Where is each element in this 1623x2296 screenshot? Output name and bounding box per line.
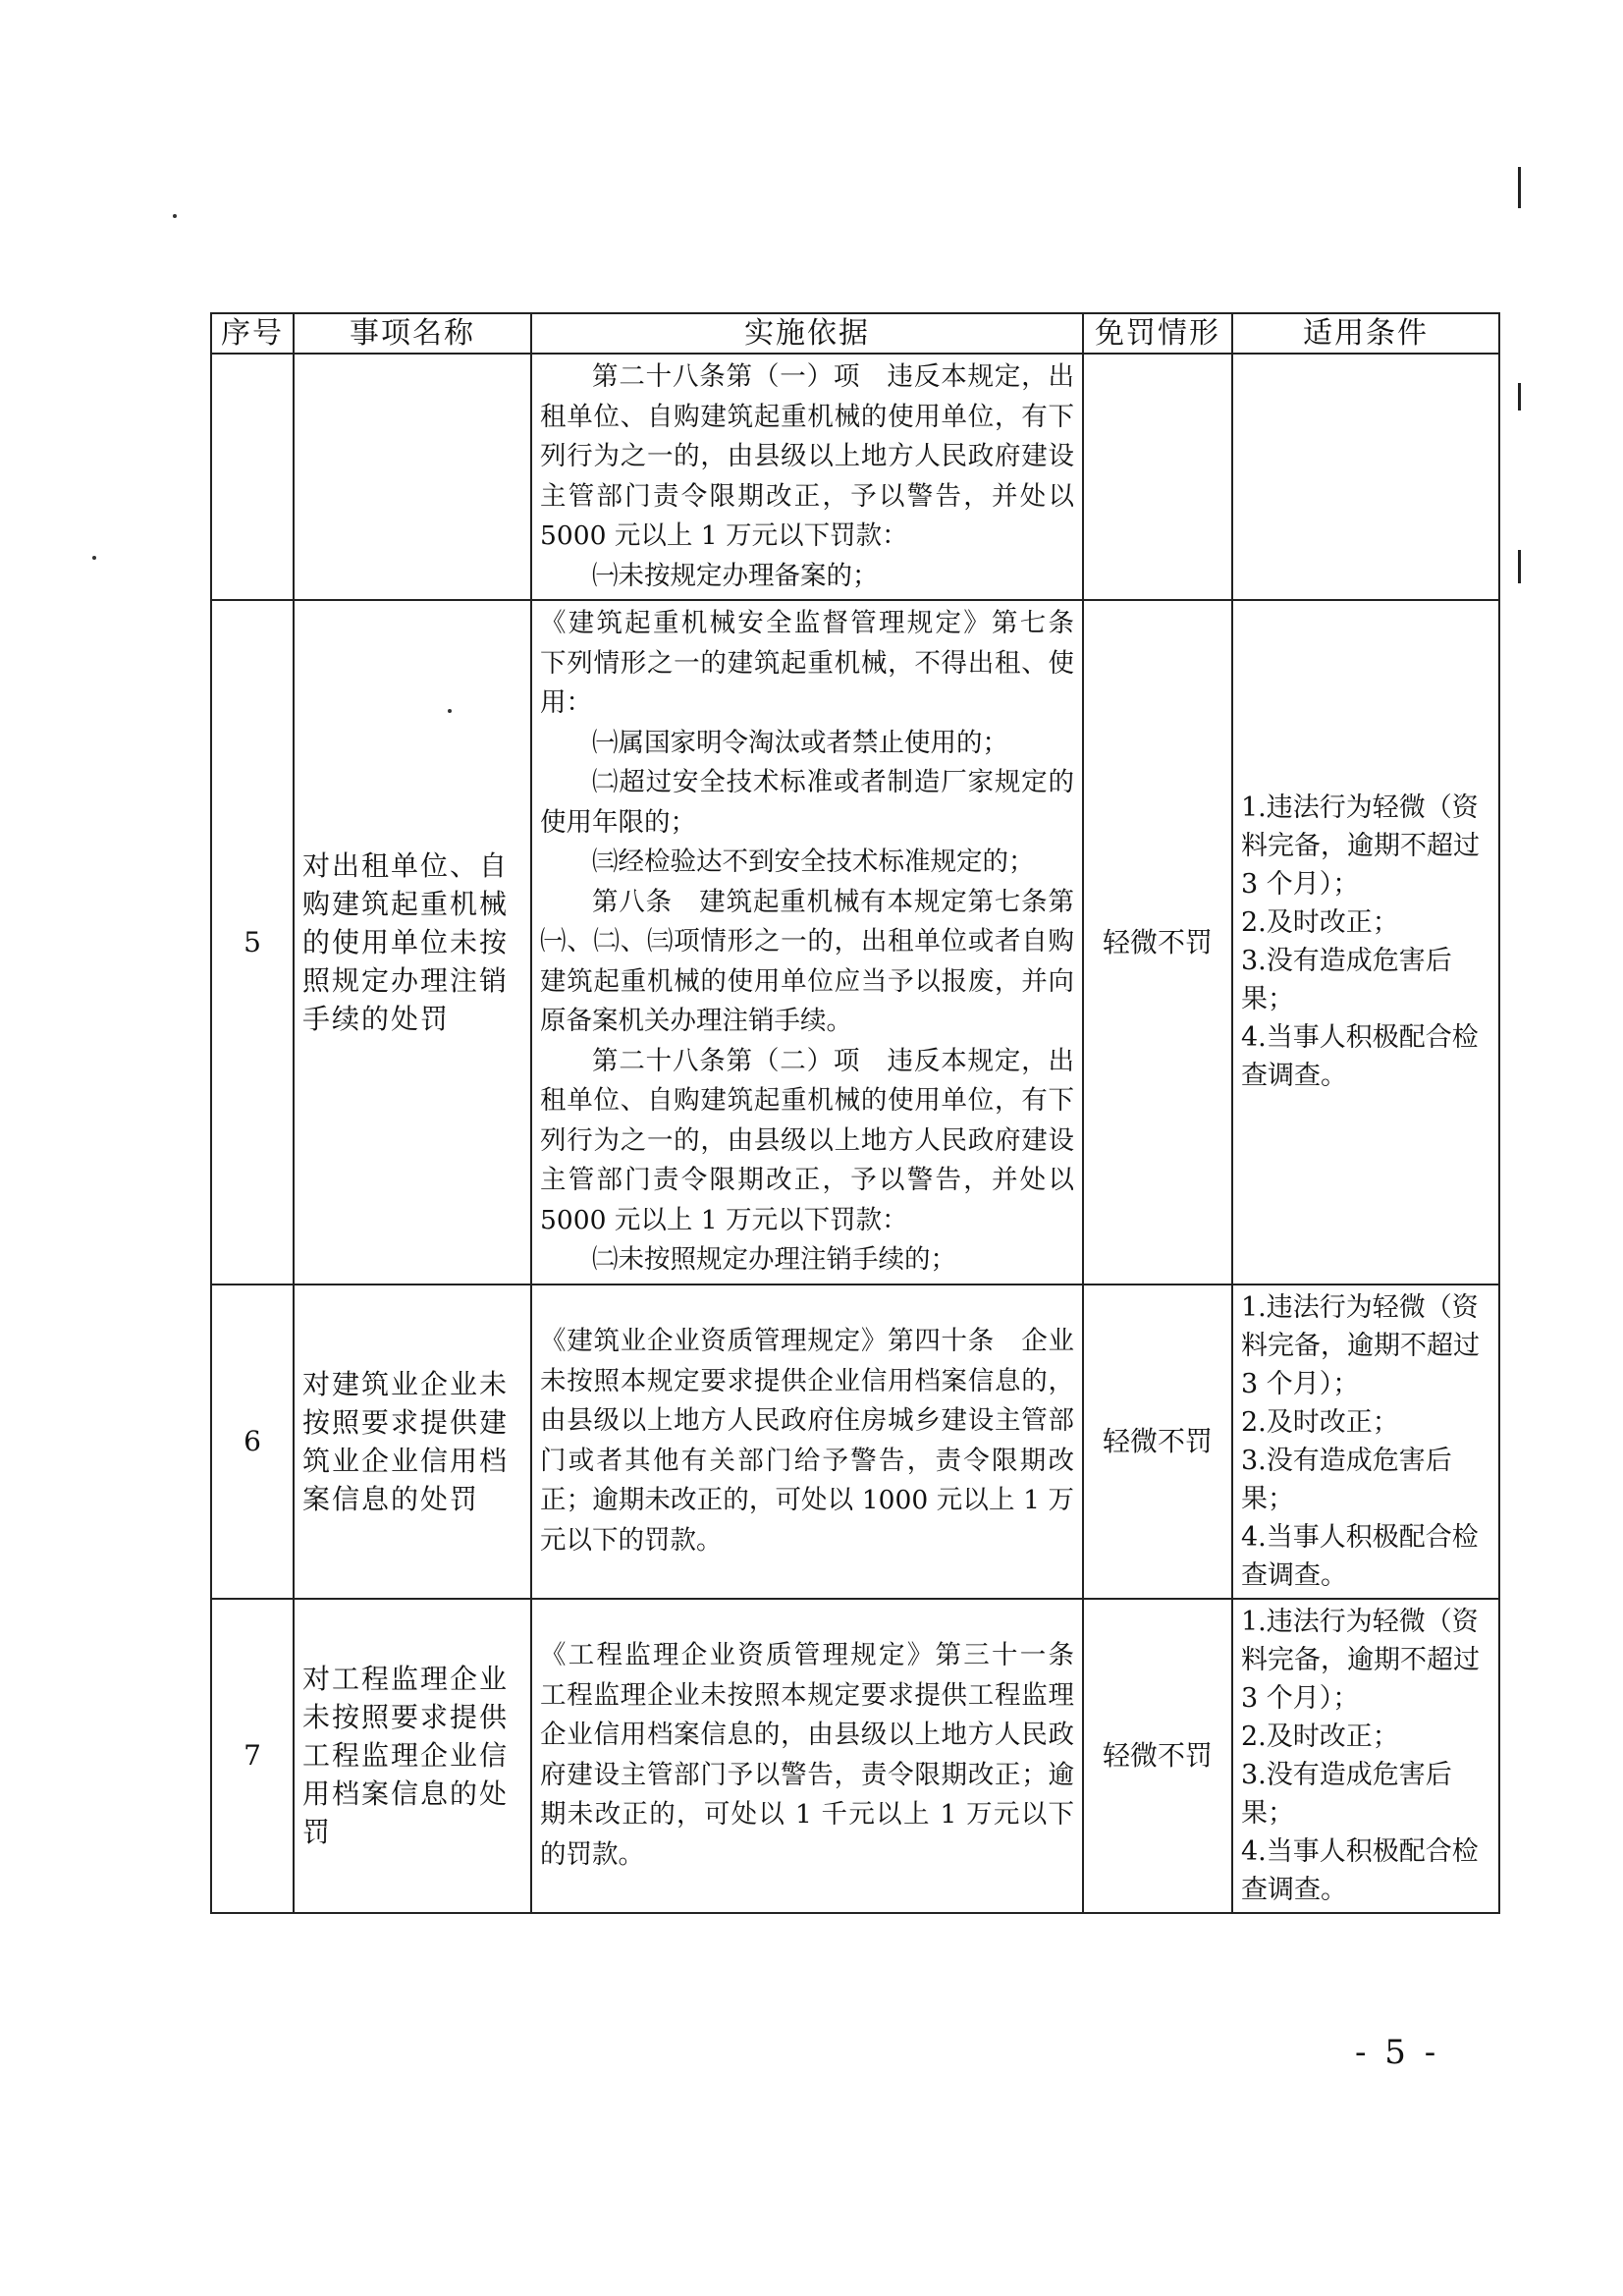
row-exemption: 轻微不罚 [1083, 1599, 1232, 1913]
header-legal-basis: 实施依据 [531, 313, 1083, 354]
row-item-name: 对工程监理企业未按照要求提供工程监理企业信用档案信息的处罚 [294, 1599, 531, 1913]
row-seq: 5 [211, 600, 294, 1285]
basis-paragraph: ㈠未按规定办理备案的； [592, 560, 879, 591]
row-item-name: 对建筑业企业未按照要求提供建筑业企业信用档案信息的处罚 [294, 1285, 531, 1599]
table-row [211, 1285, 1499, 1599]
table-row [211, 354, 1499, 600]
row-exemption: 轻微不罚 [1083, 600, 1232, 1285]
condition-item: 2.及时改正； [1241, 907, 1399, 939]
basis-paragraph: 第二十八条第（一）项 违反本规定，出租单位、自购建筑起重机械的使用单位，有下列行为之一的，由县级以上地方人民政府建设主管部门责令限期改正，予以警告，并处以 5000 元以上 1 万元以下罚款： [540, 361, 1074, 551]
basis-paragraph: 《建筑业企业资质管理规定》第四十条 企业未按照本规定要求提供企业信用档案信息的，由县级以上地方人民政府住房城乡建设主管部门或者其他有关部门给予警告，责令限期改正；逾期未改正的，可处以 1000 元以上 1 万元以下的罚款。 [540, 1326, 1074, 1556]
row-legal-basis [531, 354, 1083, 600]
scan-edge-mark [1518, 550, 1521, 583]
basis-paragraph: ㈢经检验达不到安全技术标准规定的； [592, 847, 1035, 877]
header-conditions: 适用条件 [1232, 313, 1499, 354]
condition-item: 1.违法行为轻微（资料完备，逾期不超过 3 个月）； [1241, 1291, 1480, 1399]
condition-item: 2.及时改正； [1241, 1406, 1399, 1438]
condition-item: 2.及时改正； [1241, 1721, 1399, 1752]
table-header-row [211, 313, 1499, 354]
basis-paragraph: ㈠属国家明令淘汰或者禁止使用的； [592, 727, 1008, 758]
basis-paragraph: 《工程监理企业资质管理规定》第三十一条 工程监理企业未按照本规定要求提供工程监理企业信用档案信息的，由县级以上地方人民政府建设主管部门予以警告，责令限期改正；逾期未改正的，可处以 1 千元以上 1 万元以下的罚款。 [540, 1640, 1101, 1870]
basis-paragraph: 第八条 建筑起重机械有本规定第七条第㈠、㈡、㈢项情形之一的，出租单位或者自购建筑起重机械的使用单位应当予以报废，并向原备案机关办理注销手续。 [540, 886, 1074, 1036]
row-exemption: 轻微不罚 [1083, 1285, 1232, 1599]
scan-speck [92, 556, 96, 560]
condition-item: 1.违法行为轻微（资料完备，逾期不超过 3 个月）； [1241, 1606, 1480, 1714]
scan-edge-mark [1518, 167, 1521, 208]
penalty-exemption-table [210, 312, 1500, 1914]
row-seq: 6 [211, 1285, 294, 1599]
page-number: - 5 - [1355, 2033, 1440, 2072]
basis-paragraph: 第二十八条第（二）项 违反本规定，出租单位、自购建筑起重机械的使用单位，有下列行为之一的，由县级以上地方人民政府建设主管部门责令限期改正，予以警告，并处以 5000 元以上 1 万元以下罚款： [540, 1045, 1074, 1235]
header-item-name: 事项名称 [294, 313, 531, 354]
row-conditions [1232, 354, 1499, 600]
row-legal-basis [531, 1599, 1101, 1913]
row-item-name [294, 354, 531, 600]
scan-speck [173, 214, 177, 218]
row-legal-basis [531, 600, 1101, 1285]
row-conditions [1232, 1285, 1499, 1599]
row-conditions [1232, 1599, 1499, 1913]
header-seq: 序号 [211, 313, 294, 354]
condition-item: 4.当事人积极配合检查调查。 [1241, 1835, 1479, 1905]
condition-item: 4.当事人积极配合检查调查。 [1241, 1022, 1479, 1092]
header-exemption: 免罚情形 [1083, 313, 1232, 354]
row-item-name: 对出租单位、自购建筑起重机械的使用单位未按照规定办理注销手续的处罚 [294, 600, 531, 1285]
basis-paragraph: ㈡超过安全技术标准或者制造厂家规定的使用年限的； [540, 767, 1074, 838]
row-seq [211, 354, 294, 600]
row-legal-basis [531, 1285, 1083, 1599]
condition-item: 3.没有造成危害后果； [1241, 1445, 1452, 1514]
condition-item: 1.违法行为轻微（资料完备，逾期不超过 3 个月）； [1241, 793, 1480, 901]
row-exemption [1083, 354, 1232, 600]
table-row [211, 1599, 1499, 1913]
condition-item: 3.没有造成危害后果； [1241, 1759, 1452, 1829]
row-seq: 7 [211, 1599, 294, 1913]
table-row [211, 600, 1499, 1285]
basis-paragraph: ㈡未按照规定办理注销手续的； [592, 1244, 956, 1275]
basis-paragraph: 《建筑起重机械安全监督管理规定》第七条 下列情形之一的建筑起重机械，不得出租、使用： [540, 608, 1101, 718]
row-conditions [1232, 600, 1499, 1285]
scan-edge-mark [1518, 383, 1521, 410]
condition-item: 3.没有造成危害后果； [1241, 946, 1452, 1015]
condition-item: 4.当事人积极配合检查调查。 [1241, 1521, 1479, 1591]
